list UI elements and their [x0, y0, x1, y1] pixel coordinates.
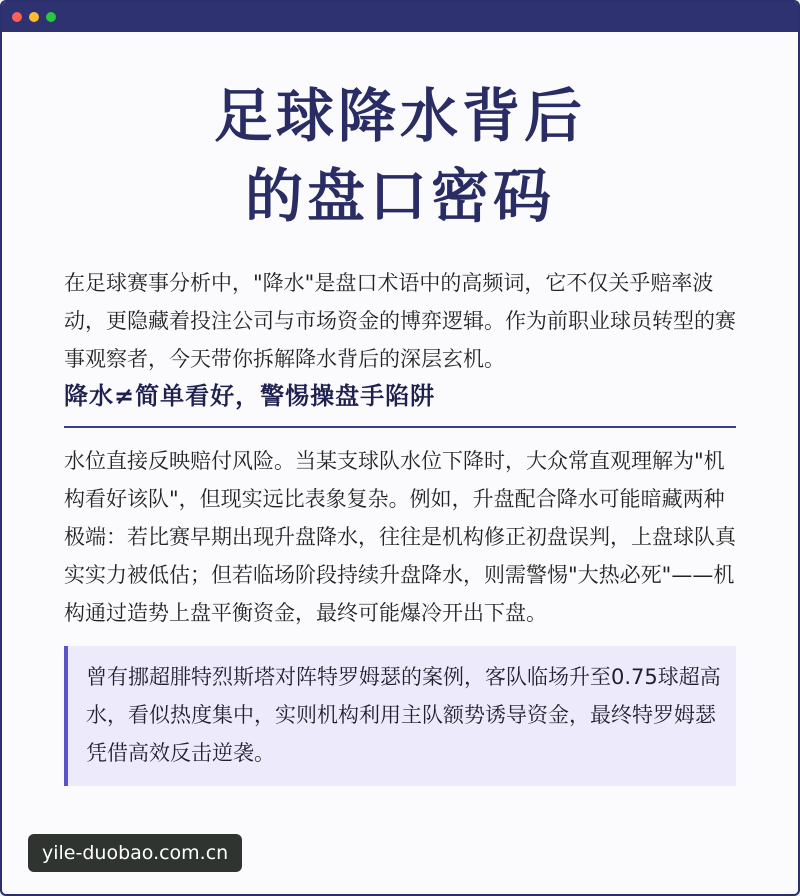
page-title — [64, 76, 736, 236]
page-title-line-1: 足球降水背后 — [213, 82, 586, 150]
callout-text: 曾有挪超腓特烈斯塔对阵特罗姆瑟的案例，客队临场升至0.75球超高水，看似热度集中，实则机构利用主队额势诱导资金，最终特罗姆瑟凭借高效反击逆袭。 — [86, 665, 721, 765]
window-titlebar — [2, 2, 798, 32]
close-window-button[interactable] — [12, 12, 22, 22]
case-callout — [64, 646, 736, 786]
section-divider — [64, 426, 736, 428]
minimize-window-button[interactable] — [29, 12, 39, 22]
site-watermark: yile-duobao.com.cn — [28, 834, 242, 872]
section-heading: 降水≠简单看好，警惕操盘手陷阱 — [64, 382, 436, 410]
page-title-line-2: 的盘口密码 — [244, 162, 555, 230]
article-page — [2, 76, 798, 786]
section-body-paragraph: 水位直接反映赔付风险。当某支球队水位下降时，大众常直观理解为"机构看好该队"，但现实远比表象复杂。例如，升盘配合降水可能暗藏两种极端：若比赛早期出现升盘降水，往往是机构修正初盘误判，上盘球队真实实力被低估；但若临场阶段持续升盘降水，则需警惕"大热必死"——机构通过造势上盘平衡资金，最终可能爆冷开出下盘。 — [64, 449, 736, 625]
intro-paragraph: 在足球赛事分析中，"降水"是盘口术语中的高频词，它不仅关乎赔率波动，更隐藏着投注公司与市场资金的博弈逻辑。作为前职业球员转型的赛事观察者，今天带你拆解降水背后的深层玄机。 — [64, 271, 736, 371]
maximize-window-button[interactable] — [46, 12, 56, 22]
